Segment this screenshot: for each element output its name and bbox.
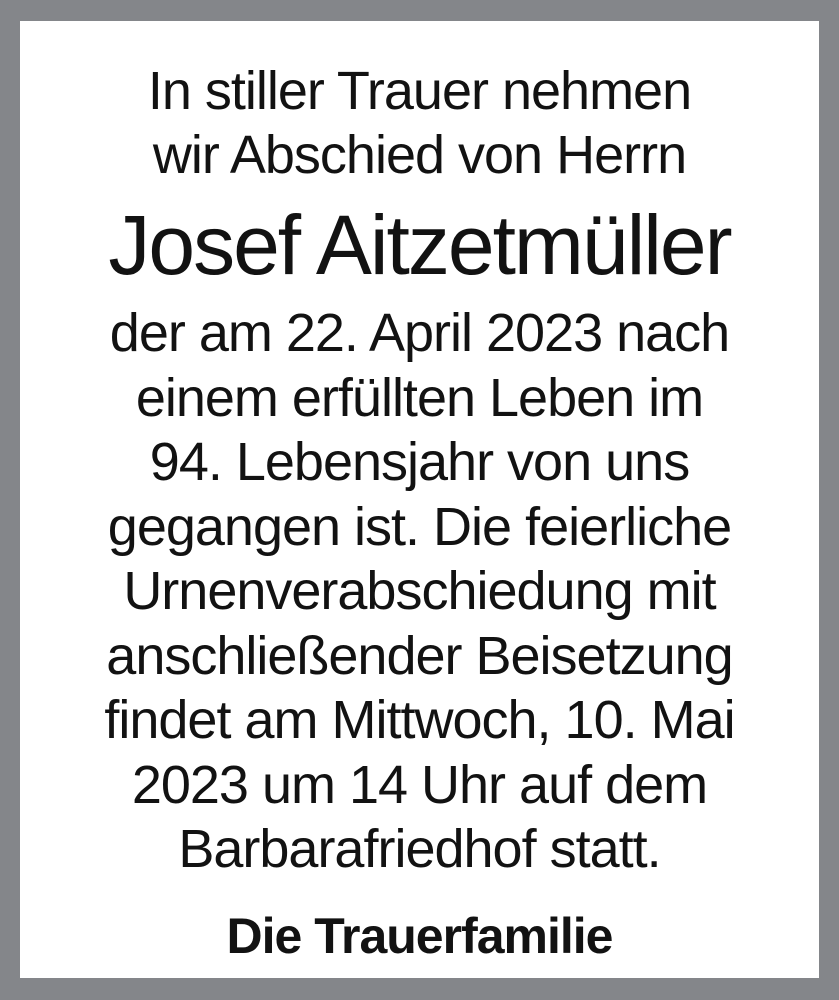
obituary-notice (20, 21, 819, 978)
text-line: 2023 um 14 Uhr auf dem (131, 754, 708, 815)
text-line: einem erfüllten Leben im (135, 367, 704, 428)
body-text (104, 301, 734, 882)
text-line: findet am Mittwoch, 10. Mai (104, 690, 735, 750)
text-line: Urnenverabschiedung mit (123, 561, 716, 621)
text-line: der am 22. April 2023 nach (109, 303, 730, 363)
intro-text (148, 59, 691, 187)
text-line: Barbarafriedhof statt. (178, 819, 661, 879)
text-line: 94. Lebensjahr von uns (149, 432, 690, 492)
text-line: anschließender Beisetzung (106, 625, 733, 686)
deceased-name: Josef Aitzetmüller (108, 198, 731, 292)
text-line: In stiller Trauer nehmen (147, 61, 692, 121)
text-line: gegangen ist. Die feierliche (107, 496, 732, 557)
text-line: wir Abschied von Herrn (152, 125, 687, 185)
signature-text: Die Trauerfamilie (226, 907, 613, 964)
